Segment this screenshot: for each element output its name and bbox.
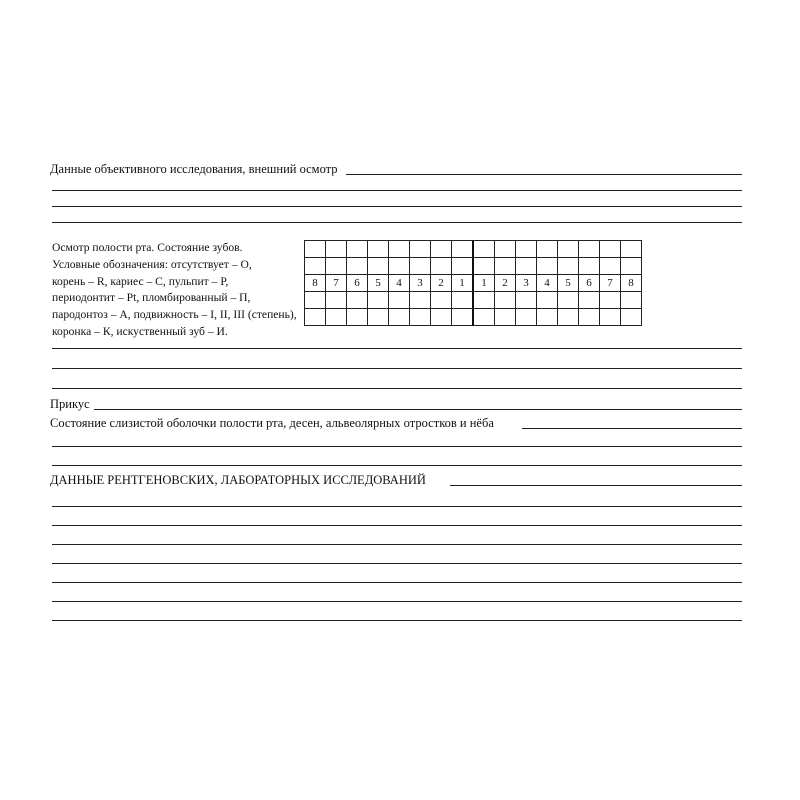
tooth-cell[interactable] xyxy=(410,241,431,258)
tooth-cell[interactable] xyxy=(473,292,495,309)
tooth-cell[interactable] xyxy=(621,258,642,275)
xray-lab-line-6[interactable] xyxy=(52,582,742,583)
tooth-cell[interactable] xyxy=(452,258,474,275)
tooth-cell[interactable] xyxy=(516,292,537,309)
tooth-number: 3 xyxy=(410,275,431,292)
legend-line: коронка – К, искуственный зуб – И. xyxy=(52,324,228,338)
tooth-cell[interactable] xyxy=(347,292,368,309)
tooth-cell[interactable] xyxy=(389,292,410,309)
tooth-cell[interactable] xyxy=(326,292,347,309)
tooth-number: 6 xyxy=(579,275,600,292)
chart-row-upper-2 xyxy=(305,258,642,275)
tooth-cell[interactable] xyxy=(431,258,452,275)
teeth-notes-line-2[interactable] xyxy=(52,368,742,369)
tooth-cell[interactable] xyxy=(495,241,516,258)
tooth-cell[interactable] xyxy=(473,241,495,258)
legend-line: периодонтит – Pt, пломбированный – П, xyxy=(52,291,251,305)
tooth-cell[interactable] xyxy=(326,309,347,326)
tooth-cell[interactable] xyxy=(495,292,516,309)
xray-lab-field[interactable] xyxy=(450,485,742,486)
tooth-number: 7 xyxy=(326,275,347,292)
tooth-cell[interactable] xyxy=(537,258,558,275)
tooth-number: 5 xyxy=(368,275,389,292)
teeth-legend xyxy=(52,240,304,341)
tooth-cell[interactable] xyxy=(621,241,642,258)
tooth-cell[interactable] xyxy=(558,241,579,258)
tooth-number: 7 xyxy=(600,275,621,292)
tooth-cell[interactable] xyxy=(431,292,452,309)
tooth-cell[interactable] xyxy=(537,309,558,326)
tooth-cell[interactable] xyxy=(600,258,621,275)
tooth-cell[interactable] xyxy=(389,258,410,275)
tooth-number: 8 xyxy=(621,275,642,292)
xray-lab-line-4[interactable] xyxy=(52,544,742,545)
tooth-cell[interactable] xyxy=(410,292,431,309)
tooth-number: 2 xyxy=(495,275,516,292)
tooth-cell[interactable] xyxy=(452,309,474,326)
objective-exam-field[interactable] xyxy=(346,174,742,175)
xray-lab-line-7[interactable] xyxy=(52,601,742,602)
tooth-cell[interactable] xyxy=(410,309,431,326)
tooth-number: 6 xyxy=(347,275,368,292)
tooth-cell[interactable] xyxy=(579,241,600,258)
tooth-number: 1 xyxy=(452,275,474,292)
tooth-cell[interactable] xyxy=(326,241,347,258)
bite-label: Прикус xyxy=(50,397,90,411)
tooth-number: 4 xyxy=(537,275,558,292)
tooth-cell[interactable] xyxy=(305,258,326,275)
tooth-cell[interactable] xyxy=(431,309,452,326)
tooth-number: 1 xyxy=(473,275,495,292)
mucosa-label: Состояние слизистой оболочки полости рта, десен, альвеолярных отростков и нёба xyxy=(50,416,494,430)
objective-exam-label: Данные объективного исследования, внешний осмотр xyxy=(50,162,338,176)
tooth-cell[interactable] xyxy=(389,241,410,258)
legend-line: корень – R, кариес – С, пульпит – Р, xyxy=(52,274,229,288)
tooth-cell[interactable] xyxy=(347,241,368,258)
tooth-cell[interactable] xyxy=(579,258,600,275)
tooth-cell[interactable] xyxy=(473,309,495,326)
tooth-cell[interactable] xyxy=(516,309,537,326)
tooth-cell[interactable] xyxy=(452,241,474,258)
legend-line: пародонтоз – А, подвижность – I, II, III (степень), xyxy=(52,308,297,322)
tooth-cell[interactable] xyxy=(537,241,558,258)
xray-lab-line-2[interactable] xyxy=(52,506,742,507)
tooth-cell[interactable] xyxy=(368,292,389,309)
chart-row-lower-2 xyxy=(305,309,642,326)
tooth-cell[interactable] xyxy=(347,258,368,275)
tooth-cell[interactable] xyxy=(621,292,642,309)
tooth-cell[interactable] xyxy=(368,258,389,275)
mucosa-line-3[interactable] xyxy=(52,465,742,466)
tooth-cell[interactable] xyxy=(410,258,431,275)
tooth-cell[interactable] xyxy=(368,241,389,258)
chart-row-numbers xyxy=(305,275,642,292)
legend-line: Осмотр полости рта. Состояние зубов. xyxy=(52,241,243,254)
tooth-cell[interactable] xyxy=(389,309,410,326)
tooth-cell[interactable] xyxy=(495,258,516,275)
tooth-cell[interactable] xyxy=(600,309,621,326)
xray-lab-line-3[interactable] xyxy=(52,525,742,526)
tooth-cell[interactable] xyxy=(600,241,621,258)
tooth-cell[interactable] xyxy=(452,292,474,309)
tooth-cell[interactable] xyxy=(516,258,537,275)
tooth-cell[interactable] xyxy=(305,309,326,326)
xray-lab-line-8[interactable] xyxy=(52,620,742,621)
tooth-cell[interactable] xyxy=(368,309,389,326)
legend-line: Условные обозначения: отсутствует – О, xyxy=(52,257,252,271)
objective-exam-line-3[interactable] xyxy=(52,206,742,207)
tooth-cell[interactable] xyxy=(495,309,516,326)
tooth-cell[interactable] xyxy=(600,292,621,309)
tooth-cell[interactable] xyxy=(579,309,600,326)
objective-exam-line-4[interactable] xyxy=(52,222,742,223)
tooth-number: 4 xyxy=(389,275,410,292)
xray-lab-heading: ДАННЫЕ РЕНТГЕНОВСКИХ, ЛАБОРАТОРНЫХ ИССЛЕДОВАНИЙ xyxy=(50,473,426,487)
tooth-cell[interactable] xyxy=(347,309,368,326)
tooth-cell[interactable] xyxy=(558,258,579,275)
tooth-cell[interactable] xyxy=(558,292,579,309)
mucosa-field[interactable] xyxy=(522,428,742,429)
tooth-number: 5 xyxy=(558,275,579,292)
tooth-cell[interactable] xyxy=(431,241,452,258)
tooth-cell[interactable] xyxy=(558,309,579,326)
tooth-cell[interactable] xyxy=(473,258,495,275)
tooth-cell[interactable] xyxy=(621,309,642,326)
tooth-number: 8 xyxy=(305,275,326,292)
tooth-number: 3 xyxy=(516,275,537,292)
tooth-cell[interactable] xyxy=(516,241,537,258)
dental-chart xyxy=(304,240,642,326)
tooth-cell[interactable] xyxy=(326,258,347,275)
tooth-number: 2 xyxy=(431,275,452,292)
chart-row-lower-1 xyxy=(305,292,642,309)
bite-field[interactable] xyxy=(94,409,742,410)
tooth-cell[interactable] xyxy=(537,292,558,309)
tooth-cell[interactable] xyxy=(579,292,600,309)
chart-row-upper-1 xyxy=(305,241,642,258)
teeth-notes-line-1[interactable] xyxy=(52,348,742,349)
xray-lab-line-5[interactable] xyxy=(52,563,742,564)
tooth-cell[interactable] xyxy=(305,292,326,309)
objective-exam-line-2[interactable] xyxy=(52,190,742,191)
mucosa-line-2[interactable] xyxy=(52,446,742,447)
tooth-cell[interactable] xyxy=(305,241,326,258)
teeth-notes-line-3[interactable] xyxy=(52,388,742,389)
